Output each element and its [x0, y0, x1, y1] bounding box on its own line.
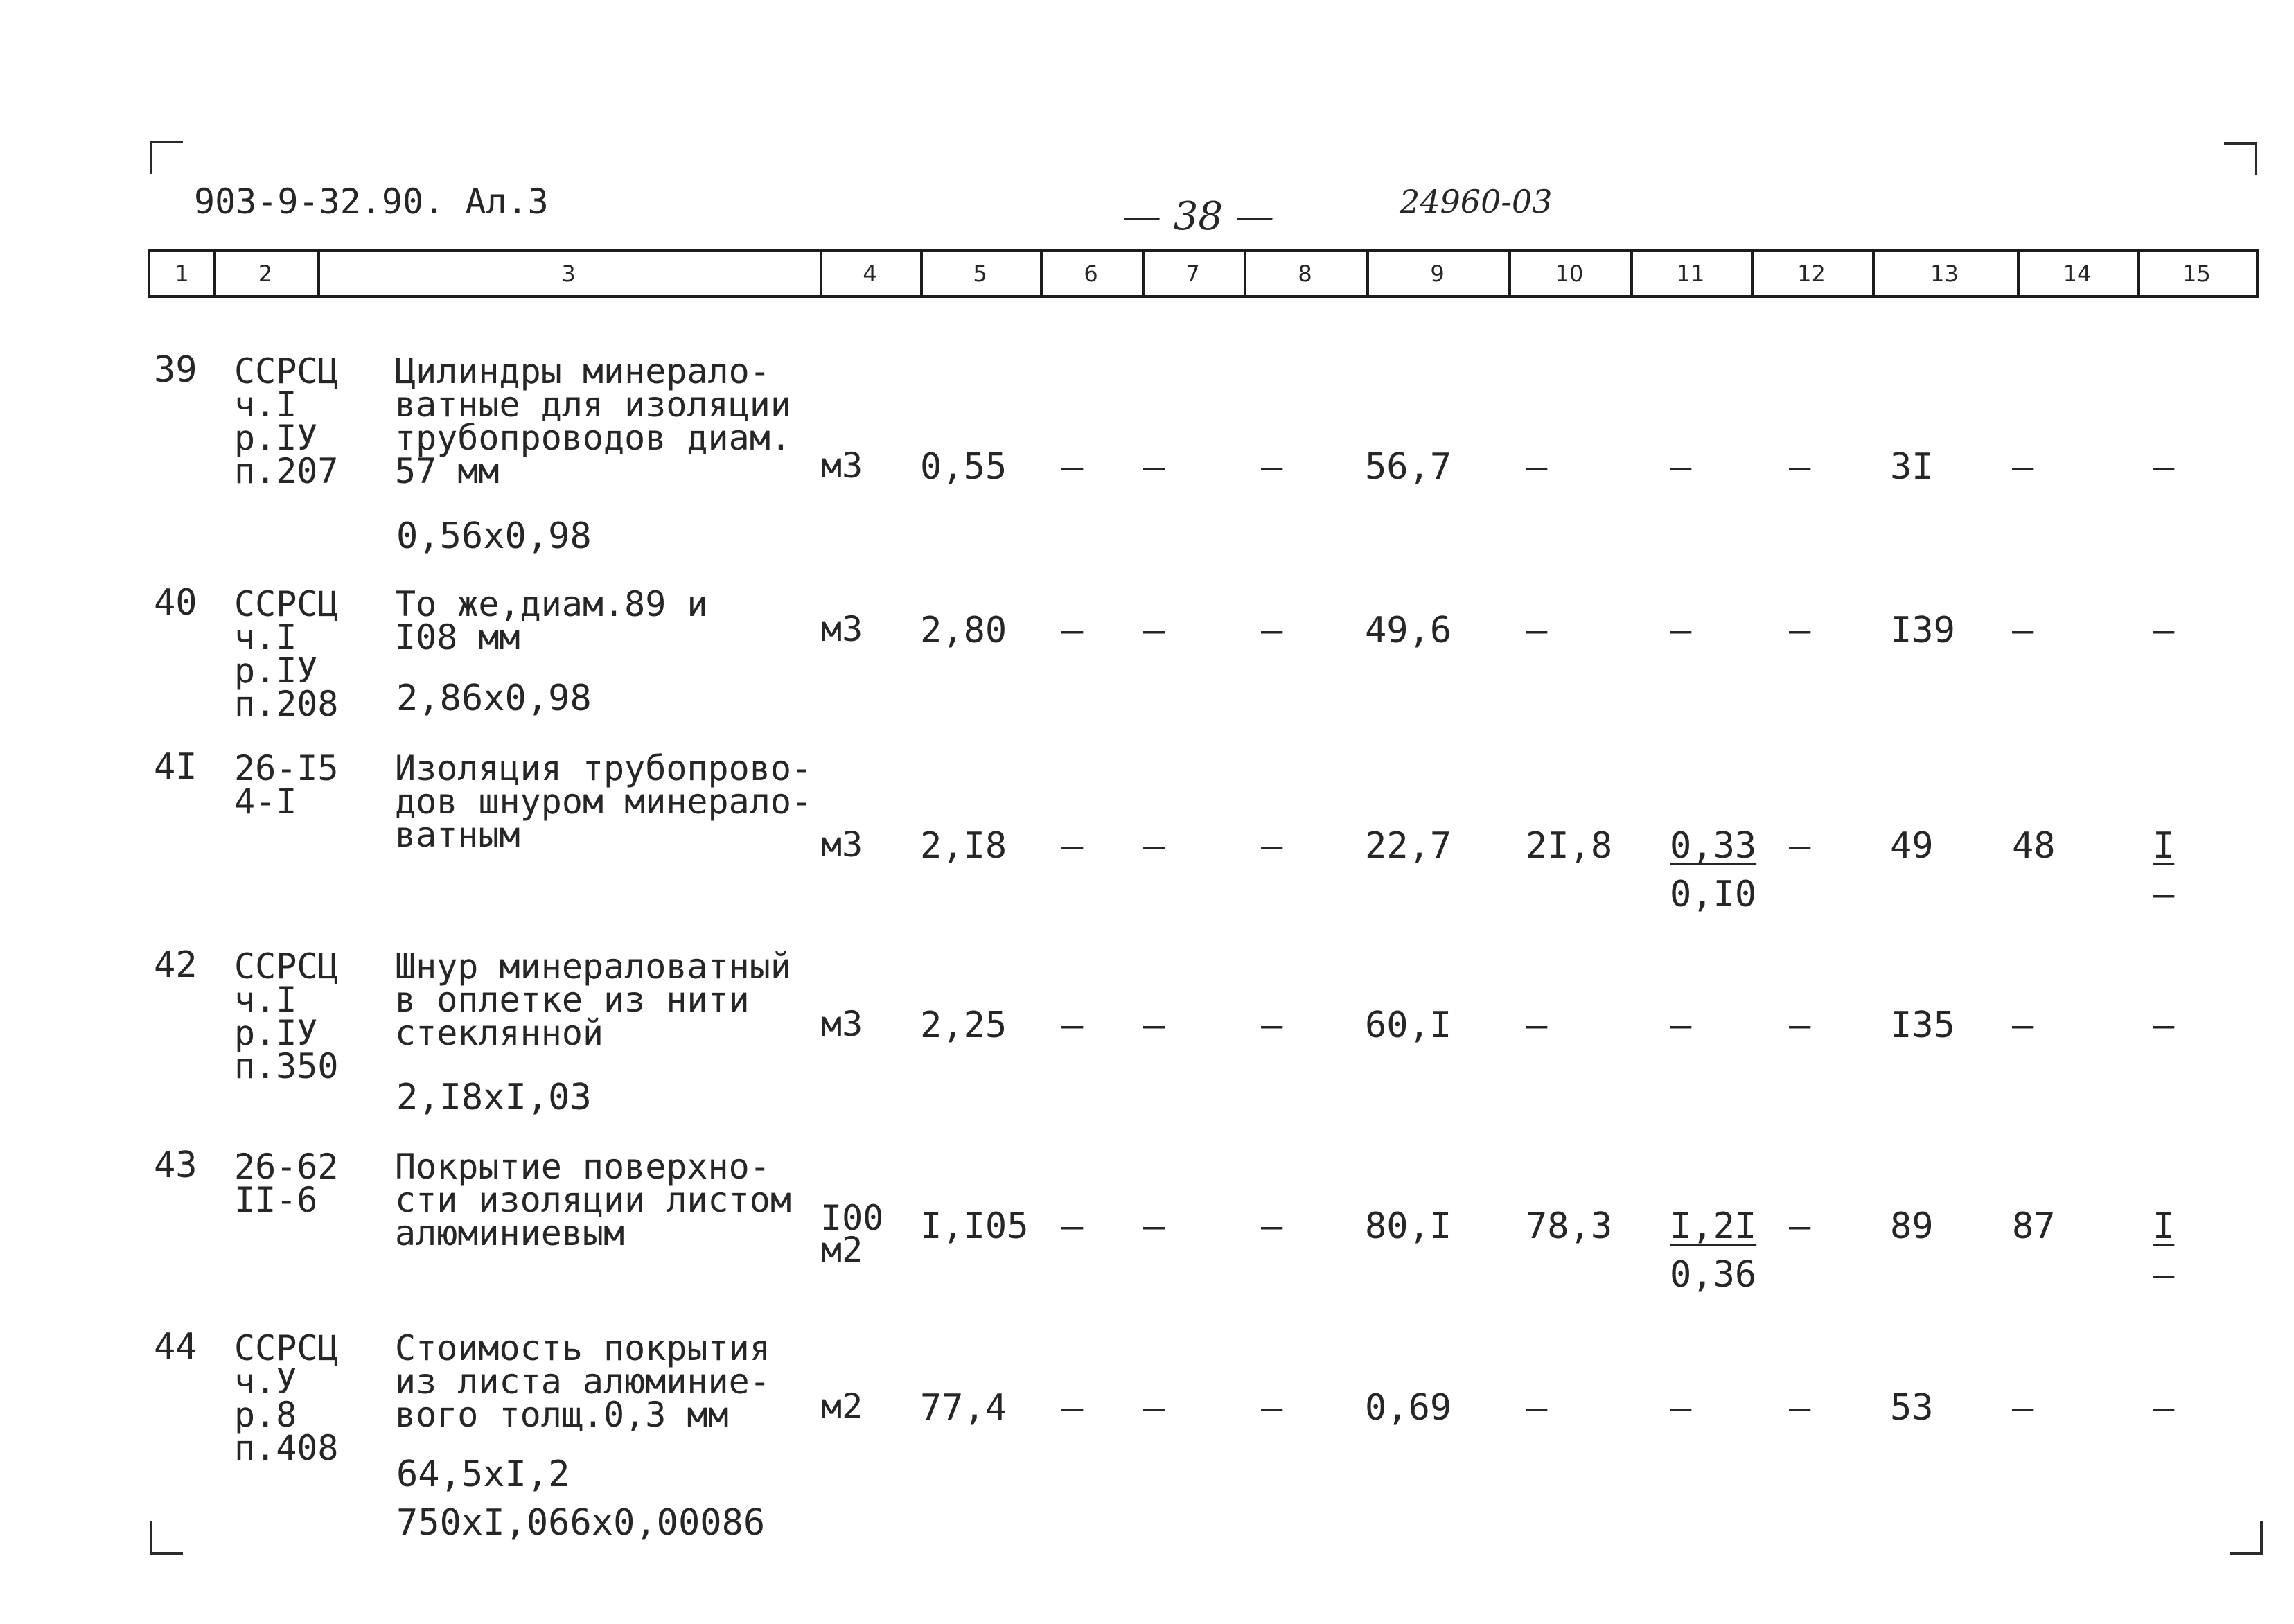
col8-value: – [1261, 446, 1283, 488]
column-number-6: 6 [1084, 261, 1098, 287]
col8-value: – [1261, 1206, 1283, 1247]
column-divider [1366, 252, 1369, 295]
col7-value: – [1143, 1206, 1165, 1247]
col11-value-bottom: 0,I0 [1670, 874, 1757, 915]
formula-line: 750хI,066х0,00086 [396, 1502, 766, 1544]
col8-value: – [1261, 1005, 1283, 1046]
row-number: 44 [154, 1326, 197, 1368]
col9-value: 80,I [1365, 1206, 1452, 1247]
reference-line: 26-62 [234, 1147, 339, 1187]
col8-value: – [1261, 610, 1283, 651]
col7-value: – [1143, 825, 1165, 867]
unit-line: м3 [821, 445, 863, 486]
description-line: из листа алюминие- [395, 1361, 770, 1402]
quantity-value: I,I05 [920, 1206, 1029, 1247]
col13-value: I35 [1890, 1005, 1955, 1046]
col8-value: – [1261, 1387, 1283, 1429]
column-divider [1508, 252, 1511, 295]
col15-value-top: – [2153, 610, 2175, 651]
stamp-number: 24960-03 [1400, 183, 1553, 220]
column-number-5: 5 [973, 261, 987, 287]
formula-line: 64,5хI,2 [396, 1454, 570, 1495]
column-number-11: 11 [1676, 261, 1705, 287]
description-line: дов шнуром минерало- [395, 782, 813, 822]
col14-value: – [2012, 1005, 2034, 1046]
col15-value-top: I [2153, 1206, 2175, 1247]
reference-line: р.8 [234, 1395, 297, 1435]
col6-value: – [1061, 610, 1084, 651]
column-number-8: 8 [1298, 261, 1312, 287]
col13-value: I39 [1890, 610, 1955, 651]
column-number-1: 1 [175, 261, 189, 287]
quantity-value: 2,80 [920, 610, 1007, 651]
col12-value: – [1789, 610, 1811, 651]
description-line: 57 мм [395, 451, 500, 491]
col14-value: 87 [2012, 1206, 2056, 1247]
col15-value-bottom: – [2153, 874, 2175, 915]
quantity-value: 2,I8 [920, 825, 1007, 867]
column-number-4: 4 [863, 261, 877, 287]
col9-value: 49,6 [1365, 610, 1452, 651]
column-divider [1630, 252, 1633, 295]
description-line: Покрытие поверхно- [395, 1147, 770, 1187]
col12-value: – [1789, 1005, 1811, 1046]
row-number: 43 [154, 1145, 197, 1186]
col14-value: 48 [2012, 825, 2056, 867]
col9-value: 60,I [1365, 1005, 1452, 1046]
col12-value: – [1789, 825, 1811, 867]
description-line: алюминиевым [395, 1213, 625, 1253]
reference-line: 26-I5 [234, 748, 339, 788]
column-divider [920, 252, 923, 295]
col11-value-top: – [1670, 446, 1692, 488]
description-line: Стоимость покрытия [395, 1328, 770, 1368]
description-line: в оплетке из нити [395, 980, 750, 1020]
col6-value: – [1061, 1387, 1084, 1429]
col13-value: 3I [1890, 446, 1934, 488]
column-divider [317, 252, 320, 295]
reference-line: ССРСЦ [234, 351, 339, 391]
col14-value: – [2012, 1387, 2034, 1429]
formula-line: 2,I8хI,03 [396, 1077, 592, 1118]
col7-value: – [1143, 446, 1165, 488]
unit-line: м2 [821, 1386, 863, 1427]
unit-line: м3 [821, 1004, 863, 1044]
reference-line: ч.I [234, 617, 297, 657]
col15-value-bottom: – [2153, 1254, 2175, 1296]
column-number-13: 13 [1930, 261, 1959, 287]
column-number-bar [148, 249, 2259, 298]
col15-value-top: I [2153, 825, 2175, 867]
col6-value: – [1061, 446, 1084, 488]
column-number-14: 14 [2063, 261, 2092, 287]
description-line: стеклянной [395, 1013, 604, 1053]
corner-mark-top-left [150, 141, 183, 174]
col6-value: – [1061, 1206, 1084, 1247]
description-line: I08 мм [395, 617, 520, 657]
reference-line: ССРСЦ [234, 584, 339, 624]
description-line: Шнур минераловатный [395, 946, 791, 987]
column-number-9: 9 [1430, 261, 1445, 287]
quantity-value: 77,4 [920, 1387, 1007, 1429]
reference-line: ССРСЦ [234, 1328, 339, 1368]
formula-line: 2,86х0,98 [396, 678, 592, 719]
column-divider [2137, 252, 2140, 295]
col7-value: – [1143, 1005, 1165, 1046]
description-line: сти изоляции листом [395, 1180, 791, 1220]
reference-line: п.350 [234, 1046, 339, 1086]
reference-line: II-6 [234, 1180, 318, 1220]
corner-mark-bottom-left [150, 1521, 183, 1555]
col15-value-top: – [2153, 1005, 2175, 1046]
column-number-12: 12 [1797, 261, 1826, 287]
col15-value-top: – [2153, 1387, 2175, 1429]
reference-line: п.408 [234, 1428, 339, 1468]
description-line: ватным [395, 815, 520, 855]
row-number: 39 [154, 349, 197, 391]
col11-value-top: – [1670, 1005, 1692, 1046]
reference-line: ч.У [234, 1361, 297, 1402]
col12-value: – [1789, 446, 1811, 488]
reference-line: р.IУ [234, 418, 318, 458]
row-number: 40 [154, 582, 197, 624]
formula-line: 0,56х0,98 [396, 515, 592, 557]
col15-value-top: – [2153, 446, 2175, 488]
description-line: трубопроводов диам. [395, 418, 791, 458]
col10-value: – [1526, 610, 1548, 651]
unit-line: I00 [821, 1198, 884, 1238]
column-number-15: 15 [2182, 261, 2211, 287]
reference-line: ССРСЦ [234, 946, 339, 987]
col10-value: – [1526, 1387, 1548, 1429]
column-number-3: 3 [561, 261, 576, 287]
column-divider [1040, 252, 1043, 295]
quantity-value: 0,55 [920, 446, 1007, 488]
column-divider [2017, 252, 2020, 295]
col14-value: – [2012, 610, 2034, 651]
col6-value: – [1061, 825, 1084, 867]
col7-value: – [1143, 610, 1165, 651]
col12-value: – [1789, 1387, 1811, 1429]
reference-line: 4-I [234, 782, 297, 822]
col10-value: 78,3 [1526, 1206, 1613, 1247]
col11-value-bottom: 0,36 [1670, 1254, 1757, 1296]
col8-value: – [1261, 825, 1283, 867]
description-line: То же,диам.89 и [395, 584, 708, 624]
unit-line: м3 [821, 609, 863, 649]
col11-value-top: – [1670, 610, 1692, 651]
col9-value: 56,7 [1365, 446, 1452, 488]
col12-value: – [1789, 1206, 1811, 1247]
reference-line: р.IУ [234, 651, 318, 691]
row-number: 42 [154, 944, 197, 986]
description-line: ватные для изоляции [395, 385, 791, 425]
column-divider [1751, 252, 1754, 295]
column-divider [1142, 252, 1145, 295]
col10-value: 2I,8 [1526, 825, 1613, 867]
description-line: Изоляция трубопрово- [395, 748, 813, 788]
reference-line: ч.I [234, 385, 297, 425]
column-divider [213, 252, 216, 295]
description-line: Цилиндры минерало- [395, 351, 770, 391]
page-number: — 38 — [1122, 194, 1274, 239]
corner-mark-top-right [2224, 142, 2257, 175]
unit-line: м2 [821, 1230, 863, 1270]
col10-value: – [1526, 1005, 1548, 1046]
document-code: 903-9-32.90. Ал.3 [194, 182, 549, 222]
description-line: вого толщ.0,3 мм [395, 1395, 729, 1435]
col9-value: 22,7 [1365, 825, 1452, 867]
column-number-7: 7 [1185, 261, 1200, 287]
reference-line: п.207 [234, 451, 339, 491]
column-divider [1872, 252, 1875, 295]
col10-value: – [1526, 446, 1548, 488]
reference-line: ч.I [234, 980, 297, 1020]
column-divider [1244, 252, 1246, 295]
quantity-value: 2,25 [920, 1005, 1007, 1046]
unit-line: м3 [821, 824, 863, 865]
col9-value: 0,69 [1365, 1387, 1452, 1429]
col13-value: 49 [1890, 825, 1934, 867]
col11-value-top: – [1670, 1387, 1692, 1429]
column-number-10: 10 [1555, 261, 1584, 287]
column-number-2: 2 [258, 261, 273, 287]
col13-value: 89 [1890, 1206, 1934, 1247]
row-number: 4I [154, 746, 197, 788]
col14-value: – [2012, 446, 2034, 488]
corner-mark-bottom-right [2230, 1521, 2263, 1555]
reference-line: п.208 [234, 684, 339, 724]
column-divider [820, 252, 822, 295]
col11-value-top: I,2I [1670, 1206, 1757, 1247]
col6-value: – [1061, 1005, 1084, 1046]
col11-value-top: 0,33 [1670, 825, 1757, 867]
col13-value: 53 [1890, 1387, 1934, 1429]
reference-line: р.IУ [234, 1013, 318, 1053]
col7-value: – [1143, 1387, 1165, 1429]
